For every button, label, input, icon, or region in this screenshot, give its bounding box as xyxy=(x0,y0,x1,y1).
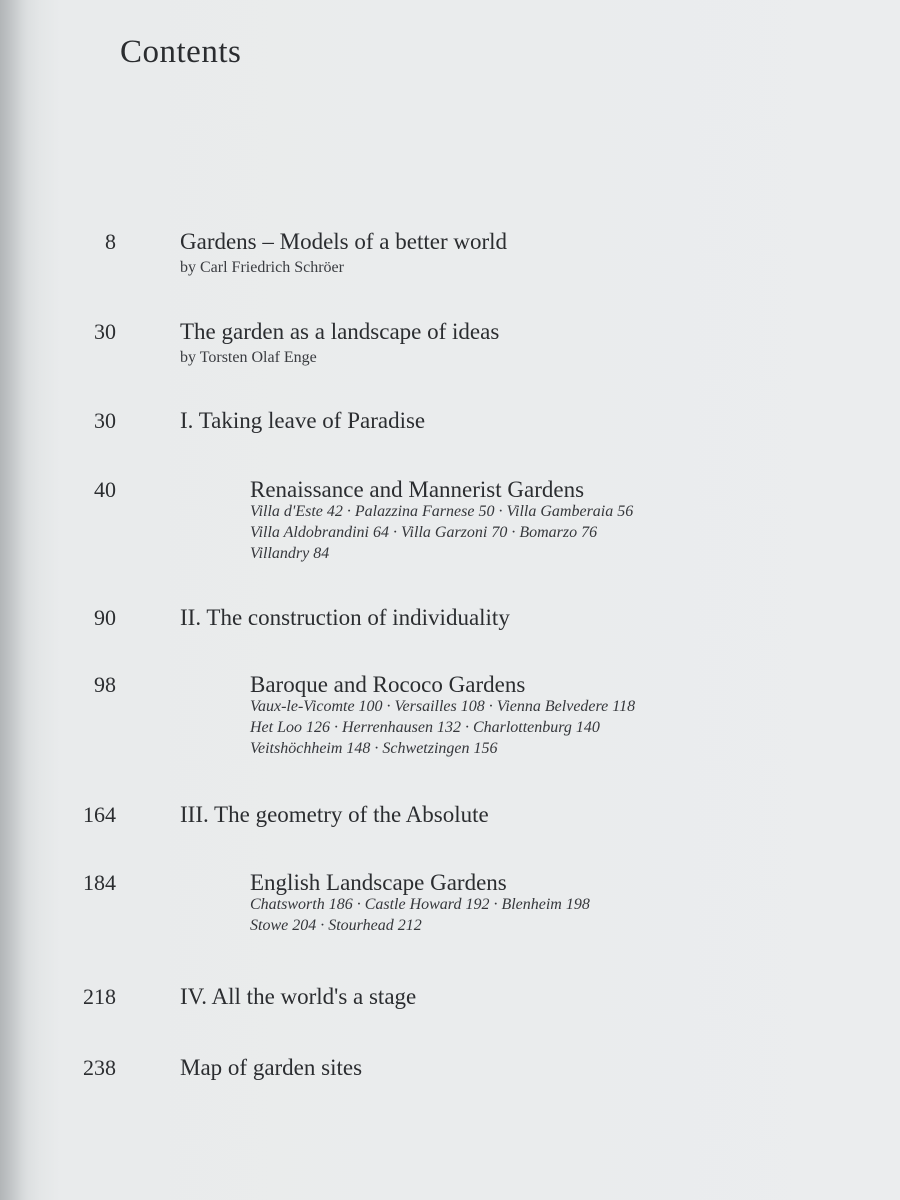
toc-title: The garden as a landscape of ideas xyxy=(180,319,500,344)
toc-part-title: II. The construction of individuality xyxy=(180,605,510,630)
toc-page-number: 8 xyxy=(105,229,116,254)
toc-part-title: III. The geometry of the Absolute xyxy=(180,802,489,827)
page-title: Contents xyxy=(120,34,242,70)
toc-chapter-title: Renaissance and Mannerist Gardens xyxy=(250,477,585,502)
toc-place-list xyxy=(250,501,633,564)
toc-page-number: 30 xyxy=(94,319,116,344)
toc-page-number: 30 xyxy=(94,408,116,433)
toc-place-line: Het Loo 126 · Herrenhausen 132 · Charlottenburg 140 xyxy=(250,719,600,736)
toc-place-line: Villandry 84 xyxy=(250,545,330,562)
toc-place-list xyxy=(250,894,590,936)
toc-page-number: 90 xyxy=(94,605,116,630)
toc-page-number: 40 xyxy=(94,477,116,502)
toc-chapter-title: Baroque and Rococo Gardens xyxy=(250,672,526,697)
toc-place-line: Chatsworth 186 · Castle Howard 192 · Blenheim 198 xyxy=(250,896,590,913)
toc-title: Gardens – Models of a better world xyxy=(180,229,508,254)
toc-place-line: Villa Aldobrandini 64 · Villa Garzoni 70 · Bomarzo 76 xyxy=(250,524,598,541)
toc-part-title: IV. All the world's a stage xyxy=(180,984,417,1009)
toc-title: Map of garden sites xyxy=(180,1055,363,1080)
toc-place-line: Stowe 204 · Stourhead 212 xyxy=(250,917,422,934)
toc-place-line: Veitshöchheim 148 · Schwetzingen 156 xyxy=(250,740,498,757)
toc-place-list xyxy=(250,696,635,759)
toc-page-number: 218 xyxy=(83,984,116,1009)
toc-page-number: 184 xyxy=(83,870,116,895)
toc-page-number: 98 xyxy=(94,672,116,697)
toc-page-number: 164 xyxy=(83,802,116,827)
toc-author: by Torsten Olaf Enge xyxy=(180,349,317,366)
book-gutter-shadow xyxy=(0,0,40,1200)
toc-chapter-title: English Landscape Gardens xyxy=(250,870,507,895)
toc-author: by Carl Friedrich Schröer xyxy=(180,259,344,276)
toc-place-line: Vaux-le-Vicomte 100 · Versailles 108 · Vienna Belvedere 118 xyxy=(250,698,636,715)
toc-page-number: 238 xyxy=(83,1055,116,1080)
toc-place-line: Villa d'Este 42 · Palazzina Farnese 50 · Villa Gamberaia 56 xyxy=(250,503,634,520)
toc-part-title: I. Taking leave of Paradise xyxy=(180,408,426,433)
